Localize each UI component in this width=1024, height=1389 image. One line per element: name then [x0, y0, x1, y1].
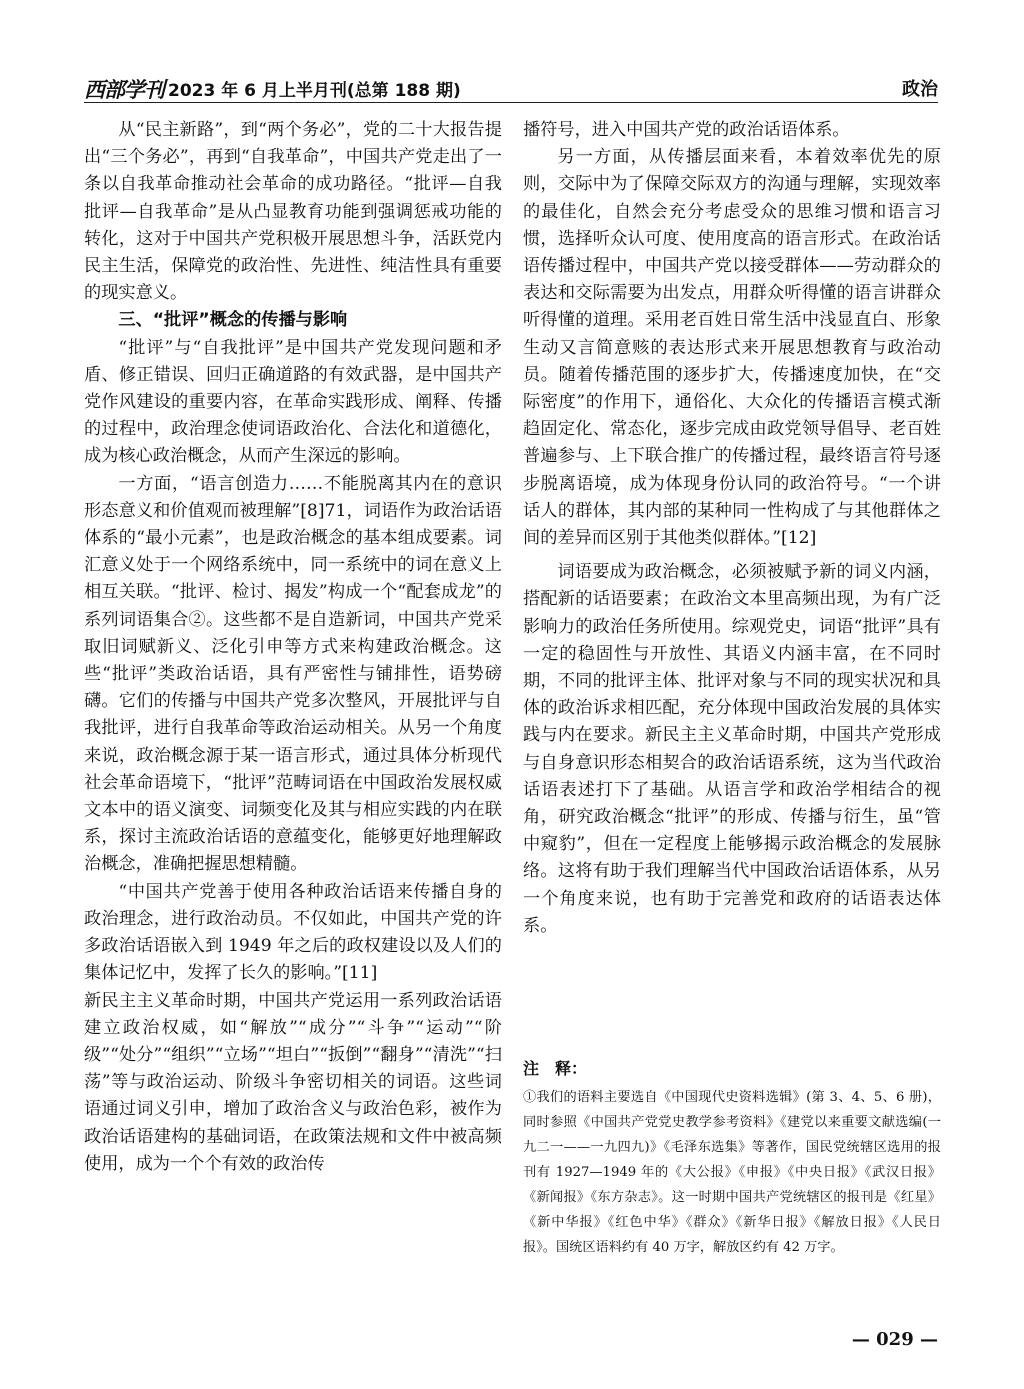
paragraph: 另一方面，从传播层面来看，本着效率优先的原则，交际中为了保障交际双方的沟通与理解，实现效率的最佳化，自然会充分考虑受众的思维习惯和语言习惯，选择听众认可度、使用度高的语言形式。在政治话语传播过程中，中国共产党以接受群体——劳动群众的表达和交际需要为出发点，用群众听得懂的语言讲群众听得懂的道理。采用老百姓日常生活中浅显直白、形象生动又言简意赅的表达形式来开展思想教育与政治动员。随着传播范围的逐步扩大，传播速度加快，在“交际密度”的作用下，通俗化、大众化的传播语言模式渐趋固定化、常态化，逐步完成由政党领导倡导、老百姓普遍参与、上下联合推广的传播过程，最终语言符号逐步脱离语境，成为体现身份认同的政治符号。“一个讲话人的群体，其内部的某种同一性构成了与其他群体之间的差异而区别于其他类似群体。”[12]: [523, 147, 941, 549]
paragraph: 词语要成为政治概念，必须被赋予新的词义内涵，搭配新的话语要素；在政治文本里高频出现，为有广泛影响力的政治任务所使用。综观党史，词语“批评”具有一定的稳固性与开放性、其语义内涵丰富，在不同时期，不同的批评主体、批评对象与不同的现实状况和具体的政治诉求相匹配，充分体现中国政治发展的具体实践与内在要求。新民主主义革命时期，中国共产党形成与自身意识形态相契合的政治话语系统，这为当代政治话语表述打下了基础。从语言学和政治学相结合的视角，研究政治概念“批评”的形成、传播与衍生，虽“管中窥豹”，但在一定程度上能够揭示政治概念的发展脉络。这将有助于我们理解当代中国政治话语体系，从另一个角度来说，也有助于完善党和政府的话语表达体系。: [523, 562, 941, 936]
paragraph: “中国共产党善于使用各种政治话语来传播自身的政治理念，进行政治动员。不仅如此，中国共产党的许多政治话语嵌入到 1949 年之后的政权建设以及人们的集体记忆中，发挥了长久的影响。”[11]: [84, 881, 502, 984]
note-item: ①我们的语料主要选自《中国现代史资料选辑》(第 3、4、5、6 册)，同时参照《中国共产党党史教学参考资料》《建党以来重要文献选编(一九二一——一九四九)》《毛泽东选集》等著作，国民党统辖区选用的报刊有 1927—1949 年的《大公报》《申报》《中央日报》《武汉日报》《新闻报》《东方杂志》。这一时期中国共产党统辖区的报刊是《红星》《新中华报》《红色中华》《群众》《新华日报》《解放日报》《人民日报》。国统区语料约有 40 万字，解放区约有 42 万字。: [523, 1090, 941, 1255]
paragraph: “批评”与“自我批评”是中国共产党发现问题和矛盾、修正错误、回归正确道路的有效武器，是中国共产党作风建设的重要内容，在革命实践形成、阐释、传播的过程中，政治理念使词语政治化、合法化和道德化，成为核心政治概念，从而产生深远的影响。: [84, 337, 502, 467]
right-column: [523, 117, 941, 940]
notes-title: 注 释：: [523, 1059, 588, 1078]
issue-info: 2023 年 6 月上半月刊(总第 188 期): [168, 81, 461, 101]
notes-section: [523, 1056, 941, 1260]
paragraph: 一方面，“语言创造力……不能脱离其内在的意识形态意义和价值观而被理解”[8]71，词语作为政治话语体系的“最小元素”，也是政治概念的基本组成要素。词汇意义处于一个网络系统中，同一系统中的词在意义上相互关联。“批评、检讨、揭发”构成一个“配套成龙”的系列词语集合②。这些都不是自造新词，中国共产党采取旧词赋新义、泛化引申等方式来构建政治概念。这些“批评”类政治话语，具有严密性与铺排性，语势磅礴。它们的传播与中国共产党多次整风，开展批评与自我批评，进行自我革命等政治运动相关。从另一个角度来说，政治概念源于某一语言形式，通过具体分析现代社会革命语境下，“批评”范畴词语在中国政治发展权威文本中的语义演变、词频变化及其与相应实践的内在联系，探讨主流政治话语的意蕴变化，能够更好地理解政治概念，准确把握思想精髓。: [84, 473, 502, 875]
page-number: — 029 —: [851, 1329, 938, 1350]
section-heading: 三、“批评”概念的传播与影响: [118, 310, 348, 331]
page-header: [84, 68, 938, 103]
journal-logo: 西部学刊: [84, 77, 164, 102]
paragraph: 新民主主义革命时期，中国共产党运用一系列政治话语建立政治权威，如“解放”“成分”“斗争”“运动”“阶级”“处分”“组织”“立场”“坦白”“扳倒”“翻身”“清洗”“扫荡”等与政治运动、阶级斗争密切相关的词语。这些词语通过词义引申，增加了政治含义与政治色彩，被作为政治话语建构的基础词语，在政策法规和文件中被高频使用，成为一个个有效的政治传: [84, 990, 502, 1174]
section-name: 政治: [902, 79, 938, 100]
paragraph: 从“民主新路”，到“两个务必”，党的二十大报告提出“三个务必”，再到“自我革命”，中国共产党走出了一条以自我革命推动社会革命的成功路径。“批评—自我批评—自我革命”是从凸显教育功能到强调惩戒功能的转化，这对于中国共产党积极开展思想斗争，活跃党内民主生活，保障党的政治性、先进性、纯洁性具有重要的现实意义。: [84, 120, 502, 304]
left-column: [84, 117, 502, 1178]
paragraph: 播符号，进入中国共产党的政治话语体系。: [523, 120, 850, 140]
